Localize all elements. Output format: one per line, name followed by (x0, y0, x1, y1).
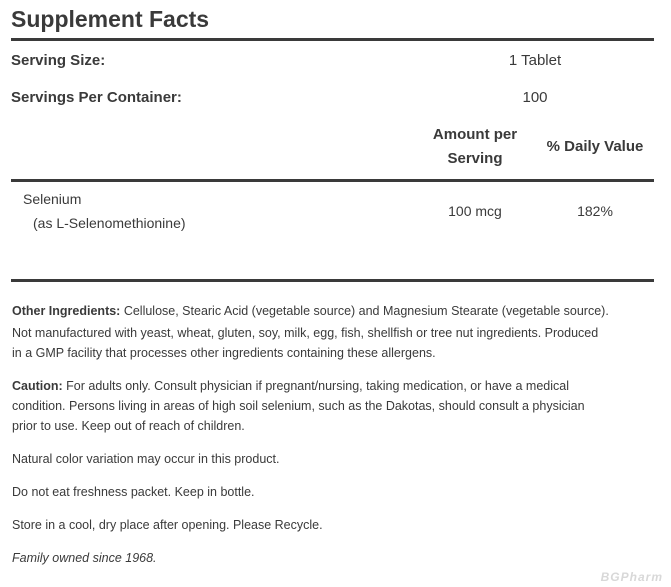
watermark: BGPharm (600, 570, 663, 584)
freshness-note: Do not eat freshness packet. Keep in bottle. (12, 485, 255, 499)
other-ingredients-label: Other Ingredients: (12, 304, 121, 318)
column-header-daily-value: % Daily Value (546, 138, 644, 155)
caution-statement (12, 376, 652, 436)
amount-header-line2: Serving (447, 150, 503, 167)
serving-size-label: Serving Size: (11, 52, 106, 69)
ingredient-name: Selenium (23, 191, 82, 207)
allergen-line-1: Not manufactured with yeast, wheat, gluten, soy, milk, egg, fish, shellfish or tree nut ingredients. Produced (12, 326, 599, 340)
ingredient-daily-value: 182% (577, 203, 613, 219)
ingredient-amount: 100 mcg (448, 203, 502, 219)
allergen-statement (12, 323, 652, 363)
caution-line-3: prior to use. Keep out of reach of children. (12, 419, 245, 433)
column-header-amount (415, 123, 535, 171)
other-ingredients-text: Cellulose, Stearic Acid (vegetable source) and Magnesium Stearate (vegetable source). (120, 304, 609, 318)
allergen-line-2: in a GMP facility that processes other ingredients containing these allergens. (12, 346, 436, 360)
color-variation-note: Natural color variation may occur in this product. (12, 452, 280, 466)
amount-header-line1: Amount per (432, 126, 518, 143)
supplement-facts-title: Supplement Facts (11, 6, 210, 32)
caution-line-1: For adults only. Consult physician if pregnant/nursing, taking medication, or have a medical (62, 379, 569, 393)
bottom-rule (11, 279, 654, 282)
caution-label: Caution: (12, 379, 63, 393)
other-ingredients (12, 301, 652, 321)
servings-per-container-label: Servings Per Container: (11, 89, 182, 106)
header-rule (11, 179, 654, 182)
title-rule (11, 38, 654, 41)
caution-line-2: condition. Persons living in areas of high soil selenium, such as the Dakotas, should consult a physician (12, 399, 585, 413)
storage-note: Store in a cool, dry place after opening. Please Recycle. (12, 518, 323, 532)
ingredient-source: (as L-Selenomethionine) (33, 215, 186, 231)
serving-size-value: 1 Tablet (508, 52, 562, 69)
family-owned-note: Family owned since 1968. (12, 551, 157, 565)
servings-per-container-value: 100 (522, 89, 548, 106)
